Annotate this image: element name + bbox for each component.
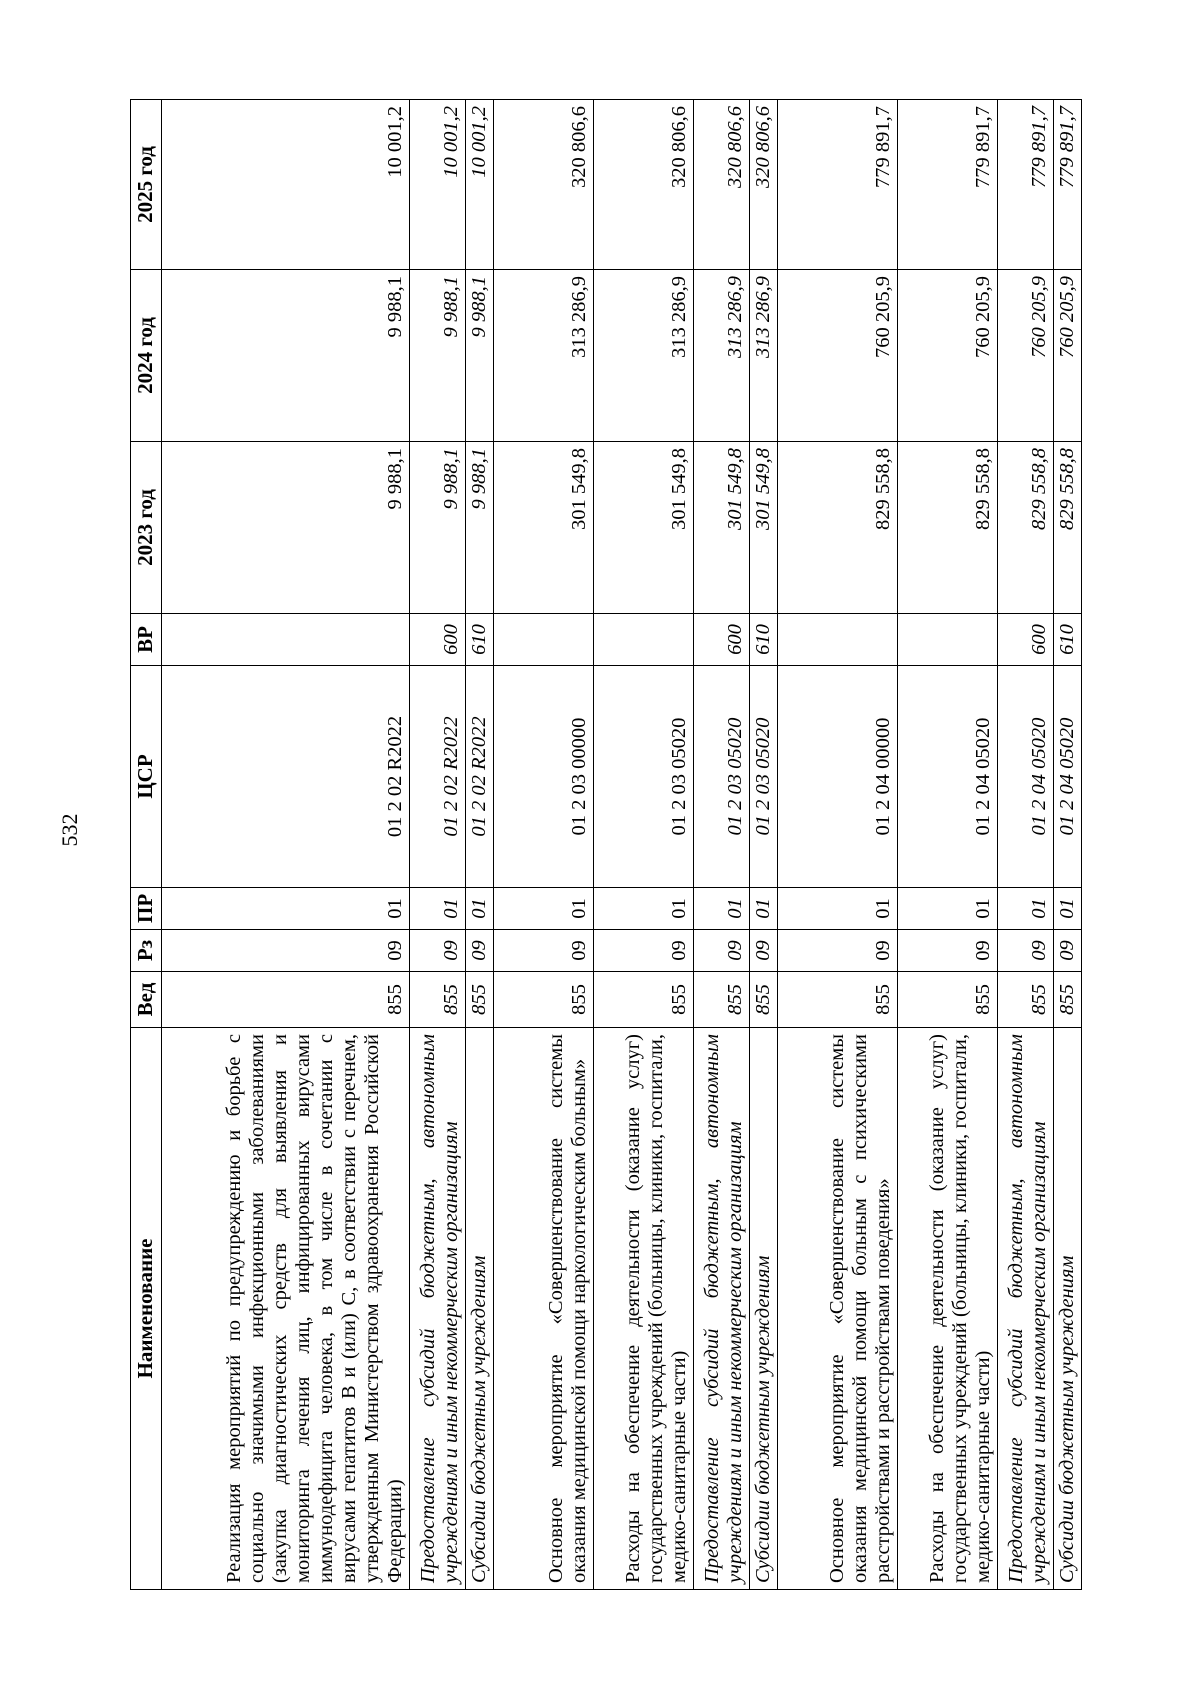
- cell-rz: 09: [593, 930, 693, 972]
- cell-rz: 09: [466, 930, 494, 972]
- table-header-row: [131, 100, 162, 1590]
- table-body: [162, 100, 1082, 1590]
- cell-rz: 09: [693, 930, 749, 972]
- cell-ved: 855: [410, 972, 466, 1028]
- cell-csr: 01 2 04 05020: [997, 666, 1053, 888]
- cell-pr: 01: [410, 888, 466, 930]
- cell-name: Реализация мероприятий по предупреждению и борьбе с социально значимыми инфекционными заболеваниями (закупка диагностических средств для выявления и мониторинга лечения лиц, инфицированных вирусами иммунодефицита человека, в том числе в сочетании с вирусами гепатитов В и (или) С, в соответствии с перечнем, утвержденным Министерством здравоохранения Российской Федерации): [162, 1028, 410, 1590]
- cell-csr: 01 2 03 05020: [593, 666, 693, 888]
- cell-pr: 01: [897, 888, 997, 930]
- cell-y2023: 9 988,1: [410, 442, 466, 614]
- cell-csr: 01 2 03 00000: [493, 666, 593, 888]
- cell-ved: 855: [897, 972, 997, 1028]
- cell-y2023: 9 988,1: [466, 442, 494, 614]
- table-row: [1053, 100, 1081, 1590]
- cell-y2024: 760 205,9: [997, 270, 1053, 442]
- cell-name: Предоставление субсидий бюджетным, автономным учреждениям и иным некоммерческим организациям: [410, 1028, 466, 1590]
- table-row: [466, 100, 494, 1590]
- cell-csr: 01 2 02 R2022: [410, 666, 466, 888]
- cell-rz: 09: [493, 930, 593, 972]
- table-row: [693, 100, 749, 1590]
- cell-pr: 01: [777, 888, 897, 930]
- header-ved: Вед: [131, 972, 162, 1028]
- cell-vr: [897, 614, 997, 666]
- cell-rz: 09: [410, 930, 466, 972]
- cell-y2025: 10 001,2: [410, 100, 466, 270]
- header-2025: 2025 год: [131, 100, 162, 270]
- cell-ved: 855: [1053, 972, 1081, 1028]
- cell-y2024: 313 286,9: [493, 270, 593, 442]
- cell-csr: 01 2 04 05020: [897, 666, 997, 888]
- cell-y2023: 301 549,8: [693, 442, 749, 614]
- cell-vr: 600: [410, 614, 466, 666]
- page-number: 532: [57, 813, 82, 847]
- table-row: [749, 100, 777, 1590]
- cell-pr: 01: [997, 888, 1053, 930]
- cell-y2025: 320 806,6: [593, 100, 693, 270]
- cell-rz: 09: [1053, 930, 1081, 972]
- header-vr: ВР: [131, 614, 162, 666]
- cell-ved: 855: [777, 972, 897, 1028]
- cell-y2025: 320 806,6: [493, 100, 593, 270]
- cell-ved: 855: [997, 972, 1053, 1028]
- cell-name: Расходы на обеспечение деятельности (оказание услуг) государственных учреждений (больницы, клиники, госпитали, медико-санитарные части): [593, 1028, 693, 1590]
- cell-y2023: 829 558,8: [997, 442, 1053, 614]
- cell-y2024: 760 205,9: [777, 270, 897, 442]
- cell-name: Основное мероприятие «Совершенствование системы оказания медицинской помощи больным с психическими расстройствами и расстройствами поведения»: [777, 1028, 897, 1590]
- header-pr: ПР: [131, 888, 162, 930]
- cell-y2023: 301 549,8: [593, 442, 693, 614]
- cell-y2024: 9 988,1: [466, 270, 494, 442]
- cell-vr: [593, 614, 693, 666]
- cell-ved: 855: [466, 972, 494, 1028]
- cell-name: Предоставление субсидий бюджетным, автономным учреждениям и иным некоммерческим организациям: [693, 1028, 749, 1590]
- cell-y2025: 779 891,7: [897, 100, 997, 270]
- cell-name: Расходы на обеспечение деятельности (оказание услуг) государственных учреждений (больницы, клиники, госпитали, медико-санитарные части): [897, 1028, 997, 1590]
- cell-csr: 01 2 02 R2022: [466, 666, 494, 888]
- cell-y2023: 829 558,8: [1053, 442, 1081, 614]
- cell-y2024: 313 286,9: [693, 270, 749, 442]
- cell-pr: 01: [493, 888, 593, 930]
- cell-y2024: 760 205,9: [1053, 270, 1081, 442]
- table-row: [777, 100, 897, 1590]
- cell-csr: 01 2 03 05020: [693, 666, 749, 888]
- cell-ved: 855: [593, 972, 693, 1028]
- table-row: [162, 100, 410, 1590]
- cell-y2024: 313 286,9: [749, 270, 777, 442]
- table-row: [897, 100, 997, 1590]
- cell-ved: 855: [749, 972, 777, 1028]
- header-2024: 2024 год: [131, 270, 162, 442]
- cell-y2024: 313 286,9: [593, 270, 693, 442]
- cell-y2025: 779 891,7: [777, 100, 897, 270]
- cell-y2025: 320 806,6: [693, 100, 749, 270]
- cell-name: Субсидии бюджетным учреждениям: [466, 1028, 494, 1590]
- cell-pr: 01: [162, 888, 410, 930]
- cell-vr: 610: [1053, 614, 1081, 666]
- cell-y2023: 9 988,1: [162, 442, 410, 614]
- cell-pr: 01: [593, 888, 693, 930]
- header-rz: Рз: [131, 930, 162, 972]
- cell-vr: 600: [693, 614, 749, 666]
- cell-ved: 855: [162, 972, 410, 1028]
- header-2023: 2023 год: [131, 442, 162, 614]
- cell-vr: [493, 614, 593, 666]
- cell-pr: 01: [693, 888, 749, 930]
- cell-vr: 610: [749, 614, 777, 666]
- cell-rz: 09: [777, 930, 897, 972]
- cell-vr: [777, 614, 897, 666]
- table-row: [410, 100, 466, 1590]
- cell-csr: 01 2 02 R2022: [162, 666, 410, 888]
- cell-pr: 01: [466, 888, 494, 930]
- cell-y2025: 10 001,2: [466, 100, 494, 270]
- cell-pr: 01: [749, 888, 777, 930]
- cell-vr: 600: [997, 614, 1053, 666]
- table-row: [593, 100, 693, 1590]
- cell-pr: 01: [1053, 888, 1081, 930]
- cell-csr: 01 2 03 05020: [749, 666, 777, 888]
- cell-y2025: 779 891,7: [1053, 100, 1081, 270]
- cell-name: Субсидии бюджетным учреждениям: [1053, 1028, 1081, 1590]
- cell-y2024: 9 988,1: [162, 270, 410, 442]
- cell-name: Основное мероприятие «Совершенствование системы оказания медицинской помощи наркологическим больным»: [493, 1028, 593, 1590]
- cell-rz: 09: [749, 930, 777, 972]
- cell-y2023: 301 549,8: [749, 442, 777, 614]
- header-csr: ЦСР: [131, 666, 162, 888]
- cell-y2023: 829 558,8: [777, 442, 897, 614]
- cell-rz: 09: [162, 930, 410, 972]
- cell-vr: [162, 614, 410, 666]
- cell-csr: 01 2 04 05020: [1053, 666, 1081, 888]
- cell-ved: 855: [493, 972, 593, 1028]
- cell-ved: 855: [693, 972, 749, 1028]
- cell-y2025: 10 001,2: [162, 100, 410, 270]
- table-row: [997, 100, 1053, 1590]
- cell-vr: 610: [466, 614, 494, 666]
- cell-y2024: 9 988,1: [410, 270, 466, 442]
- cell-y2025: 779 891,7: [997, 100, 1053, 270]
- cell-y2024: 760 205,9: [897, 270, 997, 442]
- cell-y2025: 320 806,6: [749, 100, 777, 270]
- cell-y2023: 829 558,8: [897, 442, 997, 614]
- cell-name: Субсидии бюджетным учреждениям: [749, 1028, 777, 1590]
- cell-rz: 09: [897, 930, 997, 972]
- header-name: Наименование: [131, 1028, 162, 1590]
- budget-table: [130, 99, 1082, 1590]
- cell-rz: 09: [997, 930, 1053, 972]
- cell-y2023: 301 549,8: [493, 442, 593, 614]
- rotated-table-wrapper: [130, 100, 1078, 1590]
- cell-csr: 01 2 04 00000: [777, 666, 897, 888]
- cell-name: Предоставление субсидий бюджетным, автономным учреждениям и иным некоммерческим организациям: [997, 1028, 1053, 1590]
- table-row: [493, 100, 593, 1590]
